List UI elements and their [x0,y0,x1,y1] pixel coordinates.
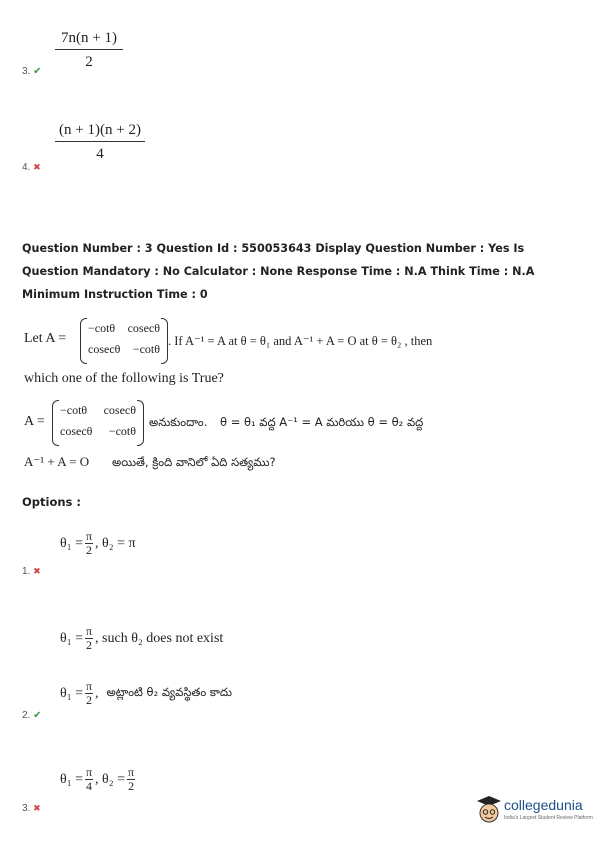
fraction-denominator: 4 [96,146,104,162]
fraction-denominator: 2 [86,543,93,557]
question-te-lead: A = [24,414,45,429]
fraction-numerator: π [85,765,93,779]
option-2-te-fraction [85,680,93,707]
matrix-row-1 [52,400,144,422]
fraction-denominator: 2 [86,638,93,652]
option-1-label [22,566,41,577]
option-3-fraction-1 [85,766,93,793]
option-3-fraction-2 [127,766,135,793]
question-te-line-2-math: A⁻¹ + A = O [24,454,90,469]
graduate-avatar-icon [476,795,502,825]
fraction-numerator: (n + 1)(n + 2) [59,122,141,138]
matrix-cell: −cotθ [132,342,160,356]
fraction-denominator: 2 [86,693,93,707]
fraction-numerator: π [128,765,135,779]
matrix-cell: cosecθ [88,342,121,356]
option-1-fraction [85,530,93,557]
option-2-te-comma: , [95,685,99,701]
fraction-denominator: 2 [85,54,93,70]
top-option-4-label [22,162,41,173]
question-lead: Let A = [24,331,67,346]
options-label: Options : [22,495,81,509]
option-number: 3. [22,803,31,814]
matrix-row-1 [80,318,168,340]
option-2-rhs: , such θ₂ does not exist [95,630,224,646]
option-2-te-lhs: θ₁ = [60,685,83,701]
matrix-cell: −cotθ [88,321,116,335]
question-info: Question Number : 3 Question Id : 550053643 Display Question Number : Yes Is Question Mandatory : No Calculator : None Response Time : N.A Think Time : N.A Minimum Instruction Time : 0 [22,242,535,301]
matrix-cell: −cotθ [60,403,88,417]
collegedunia-logo [476,793,593,829]
matrix-cell: −cotθ [108,424,136,438]
check-icon: ✔ [33,710,42,721]
option-2-label [22,710,42,721]
option-2-fraction [85,625,93,652]
matrix-row-2 [80,340,168,357]
option-3-label [22,803,41,814]
option-2-content-en [60,625,223,652]
option-1-content [60,530,136,557]
option-3-mid: , θ₂ = [95,771,126,787]
matrix-cell: cosecθ [103,403,136,417]
fraction-denominator: 2 [128,779,135,793]
question-te-condition-a: అనుకుందాం. [149,415,208,429]
fraction-numerator: 7n(n + 1) [61,30,117,46]
option-2-lhs: θ₁ = [60,630,83,646]
question-te-matrix [52,400,144,446]
question-line-2: which one of the following is True? [24,371,224,386]
matrix-cell: cosecθ [127,321,160,335]
matrix-left-paren [80,318,87,364]
option-number: 3. [22,66,31,77]
question-te-condition-b: θ = θ₁ వద్ద A⁻¹ = A మరియు θ = θ₂ వద్ద [220,415,424,429]
option-number: 1. [22,566,31,577]
matrix-left-paren [52,400,59,446]
option-2-te-text: అట్లాంటి θ₂ వ్యవస్థితం కాదు [106,685,232,699]
cross-icon: ✖ [33,162,41,172]
fraction-numerator: π [85,679,93,693]
question-te-line-2-text: అయితే, క్రింది వానిలో ఏది సత్యము? [112,455,276,469]
option-3-lhs: θ₁ = [60,771,83,787]
option-1-lhs: θ₁ = [60,535,83,551]
option-1-rhs: , θ₂ = π [95,535,136,551]
option-number: 4. [22,162,31,173]
matrix-row-2 [52,422,144,439]
option-2-content-te [60,680,232,707]
option-number: 2. [22,710,31,721]
check-icon: ✔ [33,66,42,77]
matrix-cell: cosecθ [60,424,93,438]
logo-wordmark: collegedunia [504,797,583,813]
option-3-content [60,766,137,793]
fraction-numerator: π [85,529,93,543]
logo-tagline: India's Largest Student Review Platform [504,815,593,821]
question-condition: . If A⁻¹ = A at θ = θ₁ and A⁻¹ + A = O at θ = θ₂ , then [168,334,433,348]
fraction-denominator: 4 [86,779,93,793]
top-option-4-fraction [55,122,145,163]
matrix-right-paren [137,400,144,446]
cross-icon: ✖ [33,566,41,576]
matrix-right-paren [161,318,168,364]
fraction-numerator: π [85,624,93,638]
top-option-3-fraction [55,30,123,71]
cross-icon: ✖ [33,803,41,813]
top-option-3-label [22,66,42,77]
question-matrix [80,318,168,364]
